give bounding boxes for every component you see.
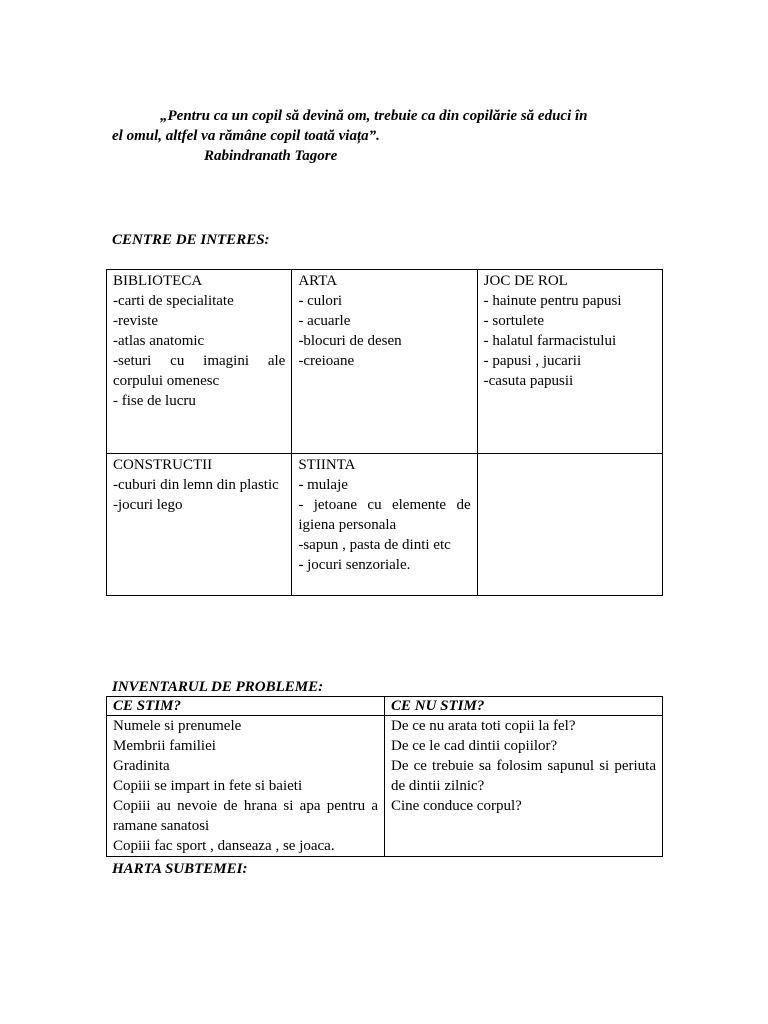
center-title: STIINTA	[298, 457, 356, 473]
list-item: Cine conduce corpul?	[391, 798, 522, 814]
center-item: -sapun , pasta de dinti etc	[298, 537, 451, 553]
center-title: ARTA	[298, 273, 338, 289]
list-item: Membrii familiei	[113, 738, 216, 754]
list-item: De ce trebuie sa folosim sapunul si periuta de dintii zilnic?	[391, 758, 656, 794]
table-row	[107, 716, 663, 857]
center-cell-stiinta	[292, 454, 477, 596]
center-item: -creioane	[298, 353, 355, 369]
center-item: - mulaje	[298, 477, 348, 493]
list-item: Gradinita	[113, 758, 170, 774]
center-item: - jetoane cu elemente de igiena personala	[298, 497, 471, 533]
center-cell-biblioteca	[107, 270, 292, 454]
center-item: - hainute pentru papusi	[483, 293, 622, 309]
center-title: CONSTRUCTII	[113, 457, 213, 473]
table-row	[107, 454, 663, 596]
center-item: - sortulete	[483, 313, 545, 329]
interest-centers-table	[106, 269, 663, 596]
quote-line-2: el omul, altfel va rămâne copil toată viața”.	[112, 128, 380, 144]
column-header-dont-know: CE NU STIM?	[385, 697, 663, 716]
center-item: - fise de lucru	[113, 393, 196, 409]
dont-know-cell	[385, 716, 663, 857]
quote-author: Rabindranath Tagore	[204, 148, 338, 164]
center-item: - culori	[298, 293, 343, 309]
list-item: Copiii fac sport , danseaza , se joaca.	[113, 838, 335, 854]
center-item: -cuburi din lemn din plastic	[113, 477, 279, 493]
problems-inventory-table	[106, 696, 663, 857]
list-item: De ce le cad dintii copiilor?	[391, 738, 558, 754]
center-cell-constructii	[107, 454, 292, 596]
center-item: - acuarle	[298, 313, 351, 329]
center-item: -reviste	[113, 313, 158, 329]
center-item: -jocuri lego	[113, 497, 183, 513]
centers-heading: CENTRE DE INTERES:	[112, 232, 270, 248]
table-row	[107, 270, 663, 454]
epigraph-quote	[112, 106, 657, 166]
list-item: Copiii au nevoie de hrana si apa pentru a ramane sanatosi	[113, 798, 378, 834]
column-header-know: CE STIM?	[107, 697, 385, 716]
center-title: JOC DE ROL	[483, 273, 568, 289]
empty-cell	[477, 454, 662, 596]
problems-heading: INVENTARUL DE PROBLEME:	[112, 679, 324, 695]
center-cell-arta	[292, 270, 477, 454]
center-item: -carti de specialitate	[113, 293, 234, 309]
center-item: - halatul farmacistului	[483, 333, 617, 349]
list-item: Numele si prenumele	[113, 718, 242, 734]
center-item: - jocuri senzoriale.	[298, 557, 411, 573]
subtheme-map-heading: HARTA SUBTEMEI:	[112, 861, 248, 877]
quote-line-1: „Pentru ca un copil să devină om, trebuie ca din copilărie să educi în	[160, 108, 588, 124]
center-item: -blocuri de desen	[298, 333, 402, 349]
table-header-row	[107, 697, 663, 716]
center-title: BIBLIOTECA	[113, 273, 203, 289]
center-item: - papusi , jucarii	[483, 353, 582, 369]
know-cell	[107, 716, 385, 857]
center-item: -atlas anatomic	[113, 333, 205, 349]
list-item: De ce nu arata toti copii la fel?	[391, 718, 576, 734]
center-item: -casuta papusii	[483, 373, 574, 389]
center-cell-joc-de-rol	[477, 270, 662, 454]
list-item: Copiii se impart in fete si baieti	[113, 778, 303, 794]
center-item: -seturi cu imagini ale corpului omenesc	[113, 353, 286, 389]
